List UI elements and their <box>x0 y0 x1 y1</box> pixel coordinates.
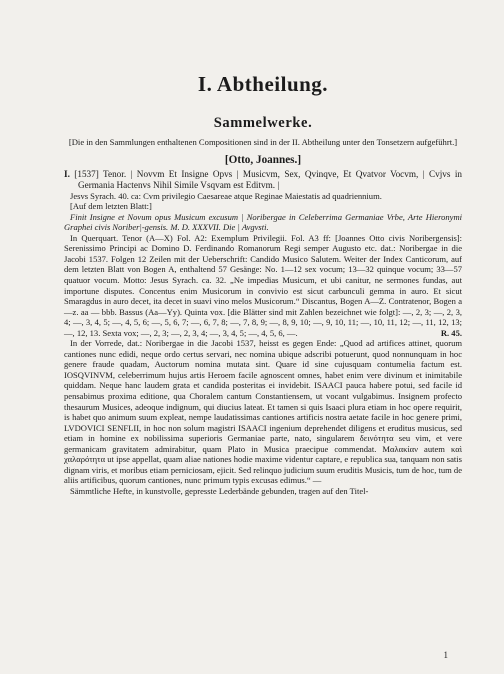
page-number: 1 <box>443 650 448 660</box>
entry-colophon-text: Finit Insigne et Novum opus Musicum excusum | Noribergae in Celeberrima Germaniae Vrbe, Arte Hieronymi Graphei civis Noriber|-gensis. M. D. XXXVII. Die | Avgvsti. <box>64 211 462 233</box>
entry-preface: In der Vorrede, dat.: Noribergae in die Jacobi 1537, heisst es gegen Ende: „Quod ad artifices attinet, quorum cantiones nunc edidi, neque ordo certus servari, nec nomina ubique adscribi potuerunt, quod nonnunquam in hoc genere fraude quadam, Auctorum nomina mutata sint. Quare id sine cujusquam contumelia factum est. IOSQVINVM, celeberrimum hujus artis Heroem facile agnoscent omnes, habet enim vere divinum et inimitabile quiddam. Neque hanc laudem grata et candida posteritas ei invidebit. ISAACI pauca habere potui, sed facile id pensabimus proxima editione, qua Choralem cantum Constantiensem, ut vocant vulgabimus. Insignem profecto thesaurum Musices, adeoque indignum, qui diucius lateat. Et tamen si quis Isaaci plura etiam in hoc opere requirit, is habet quo animum suum expleat, nempe laudatissimas cantiones artificis nostra aetate facile in hoc genere primi, LVDOVICI SENFLII, in hoc non solum magistri ISAACI ingenium deprehendet diligens et eruditus musicus, sed etiam in homine ex nobilissima superioris Germaniae parte, nato, singularem δεινότητα seu vim, et vere germanicam gravitatem admirabitur, quam Plato in Musica praecipue commendat. Μαλακίαν autem καὶ χαλαρότητα ut ipse appellat, quam aliae nationes hodie maxime videntur captare, e republica sua, tanquam non satis dignam viris, et moribus etiam perniciosam, ejicit. Sed relinquo judicium suum eruditis Musicis, tum de hoc, tum de aliis artificibus, quorum cantiones, nunc primum typis excusas edimus.“ — <box>64 338 462 486</box>
entry-motto-line: Jesvs Syrach. 40. ca: Cvm privilegio Caesareae atque Reginae Maiestatis ad quadriennium. <box>70 190 382 201</box>
section-title: Sammelwerke. <box>213 115 313 131</box>
chapter-title: I. Abtheilung. <box>197 72 329 96</box>
author-heading <box>64 154 462 166</box>
entry-description-text: In Querquart. Tenor (A—X) Fol. A2: Exemplum Privilegii. Fol. A3 ff: [Joannes Otto civis Noribergensis]: Serenissimo Principi ac Domino D. Ferdinando Romanorum Regi semper Augusto etc. dat.: Noribergae in die Jacobi 1537. Folgen 12 Zeilen mit der Ueberschrift: Candido Musico Salutem. Weiter der Index Canticorum, auf dem letzten Blatt von Bogen A, enthaltend 57 Gesänge: No. 1—12 sex vocum; 13—32 quinque vocum; 33—57 quatuor vocum. Motto: Jesus Syrach. ca. 32. „Ne impedias Musicum, et ubi canitur, ne sermones fundas, aut importune disputes. Concentus enim Musicorum in convivio est sicut carbunculi gemma in auro. Et sicut Smaragdus in auro decet, ita decet in suavi vino melos Musicorum.“ Discantus, Bogen A—Z. Contratenor, Bogen a—z. aa — bbb. Bassus (Aa—Yy). Quinta vox. [die Blätter sind mit Zahlen bezeichnet wie folgt]: —, 2, 3; —, 2, 3, 4; —, 3, 4, 5; —, 4, 5, 6; —, 5, 6, 7; —, 6, 7, 8; —, 7, 8, 9; —, 8, 9, 10; —, 9, 10, 11; —, 10, 11, 12; —, 11, 12, 13; —, 12, 13. Sexta vox; —, 2, 3; —, 2, 3, 4; —, 3, 4, 5; —, 4, 5, 6, —. <box>64 232 462 338</box>
library-reference: R. 45. <box>440 327 462 338</box>
entry-title-line <box>64 169 462 191</box>
entry-binding-note: Sämmtliche Hefte, in kunstvolle, gepresste Lederbände gebunden, tragen auf den Titel- <box>70 485 369 496</box>
entry-title: [1537] Tenor. | Novvm Et Insigne Opvs | Musicvm, Sex, Qvinqve, Et Qvatvor Vocvm, | Cvjvs in Germania Hactenvs Nihil Simile Vsqvam est Editvm. | <box>74 168 462 190</box>
entry-colophon <box>64 212 462 233</box>
section-note: [Die in den Sammlungen enthaltenen Compositionen sind in der II. Abtheilung unter den Tonsetzern aufgeführt.] <box>68 137 458 147</box>
catalogue-entry <box>64 169 462 497</box>
entry-last-leaf-note: [Auf dem letzten Blatt:] <box>70 201 152 212</box>
author-name: [Otto, Joannes.] <box>224 153 302 166</box>
entry-description <box>64 233 462 338</box>
entry-number: I. <box>64 168 70 179</box>
